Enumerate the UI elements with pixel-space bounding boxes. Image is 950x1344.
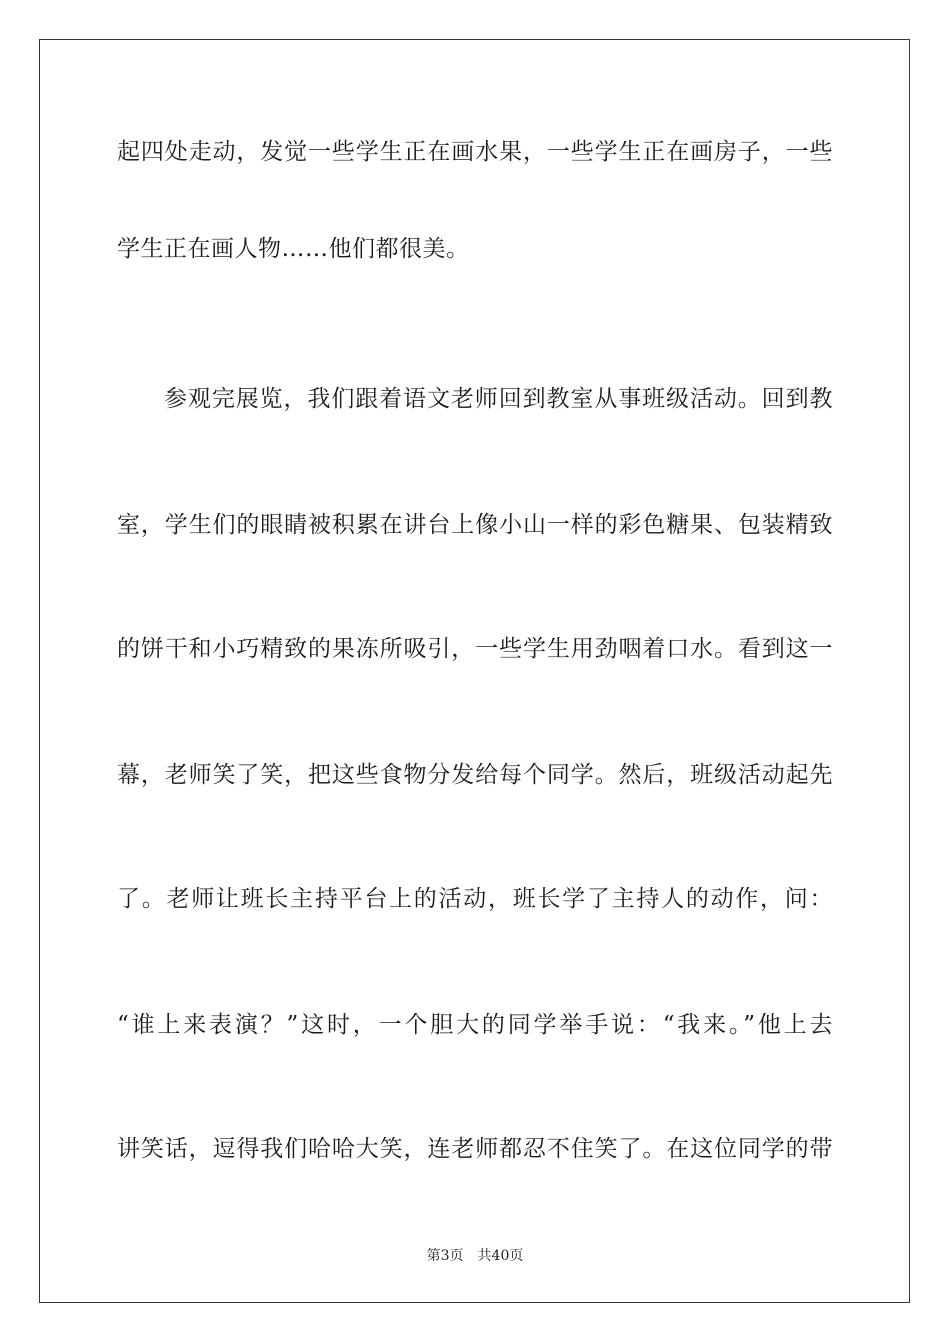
text-line: 的饼干和小巧精致的果冻所吸引，一些学生用劲咽着口水。看到这一	[117, 636, 833, 662]
page-border	[39, 39, 910, 1303]
text-line: 参观完展览，我们跟着语文老师回到教室从事班级活动。回到教	[164, 386, 833, 412]
text-line: 了。老师让班长主持平台上的活动，班长学了主持人的动作，问：	[117, 886, 833, 912]
text-line: 起四处走动，发觉一些学生正在画水果，一些学生正在画房子，一些	[117, 139, 833, 165]
text-line: 幕，老师笑了笑，把这些食物分发给每个同学。然后，班级活动起先	[117, 762, 833, 788]
text-line: “谁上来表演？”这时，一个胆大的同学举手说：“我来。”他上去	[117, 1012, 833, 1038]
text-line: 室，学生们的眼睛被积累在讲台上像小山一样的彩色糖果、包装精致	[117, 512, 833, 538]
text-line: 讲笑话，逗得我们哈哈大笑，连老师都忍不住笑了。在这位同学的带	[117, 1136, 833, 1162]
page-footer	[0, 1247, 950, 1265]
text-line: 学生正在画人物……他们都很美。	[117, 236, 470, 262]
page-number: 第3页	[426, 1248, 464, 1264]
page-total: 共40页	[477, 1248, 524, 1264]
